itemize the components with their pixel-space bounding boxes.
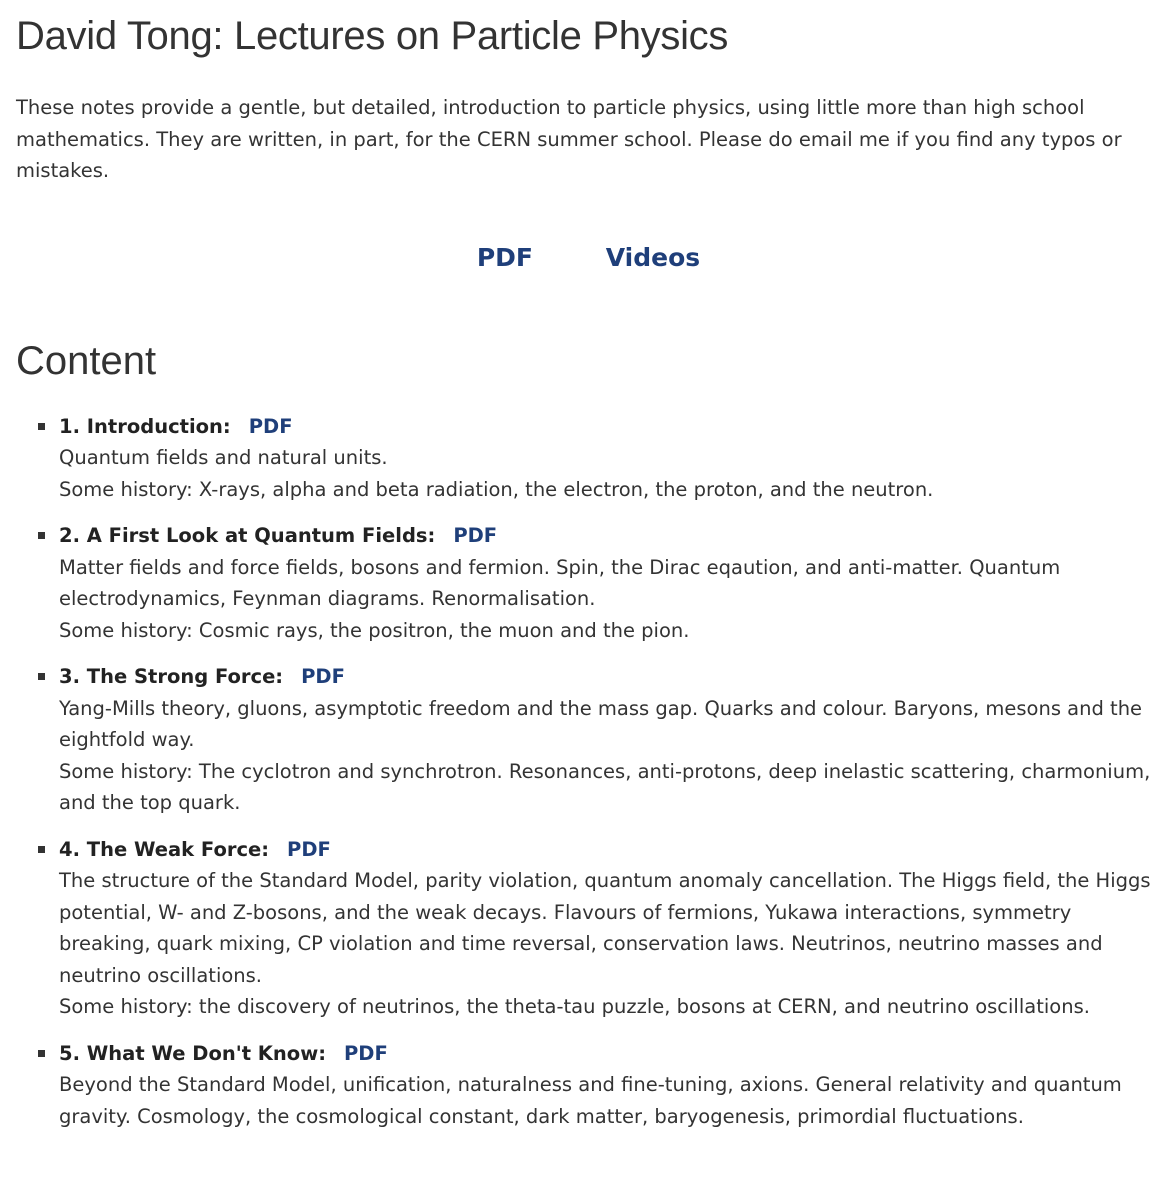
chapter-pdf-link[interactable]: PDF xyxy=(248,414,293,438)
chapter-description: Yang-Mills theory, gluons, asymptotic freedom and the mass gap. Quarks and colour. Baryons, mesons and the eightfold way. xyxy=(59,696,1143,751)
chapter-item-2 xyxy=(16,520,1161,646)
videos-link[interactable]: Videos xyxy=(605,242,701,272)
chapter-history: Some history: The cyclotron and synchrotron. Resonances, anti-protons, deep inelastic scattering, charmonium, and the top quark. xyxy=(59,759,1151,814)
chapter-item-1 xyxy=(16,411,1161,506)
chapter-description: Quantum fields and natural units. xyxy=(59,446,388,469)
chapter-pdf-link[interactable]: PDF xyxy=(301,665,345,688)
chapter-pdf-link[interactable]: PDF xyxy=(344,1041,388,1065)
chapter-pdf-link[interactable]: PDF xyxy=(287,837,331,861)
chapter-history: Some history: X-rays, alpha and beta radiation, the electron, the proton, and the neutron. xyxy=(59,477,934,501)
pdf-link[interactable]: PDF xyxy=(476,242,534,272)
intro-paragraph: These notes provide a gentle, but detailed, introduction to particle physics, using little more than high school mathematics. They are written, in part, for the CERN summer school. Please do email me if you find any typos or mistakes. xyxy=(16,96,1122,182)
chapter-title: 3. The Strong Force: xyxy=(59,665,284,688)
chapter-description: The structure of the Standard Model, parity violation, quantum anomaly cancellation. The Higgs field, the Higgs potential, W- and Z-bosons, and the weak decays. Flavours of fermions, Yukawa interactions, symmetry breaking, quark mixing, CP violation and time reversal, conservation laws. Neutrinos, neutrino masses and neutrino oscillations. xyxy=(59,869,1151,987)
chapter-description: Matter fields and force fields, bosons and fermion. Spin, the Dirac eqaution, and anti-matter. Quantum electrodynamics, Feynman diagrams. Renormalisation. xyxy=(59,555,1061,610)
content-heading: Content xyxy=(16,338,157,383)
bullet-icon xyxy=(38,532,45,539)
chapter-title: 4. The Weak Force: xyxy=(59,837,270,861)
main-links xyxy=(16,240,1161,276)
chapter-item-4 xyxy=(16,834,1161,1023)
chapter-description: Beyond the Standard Model, unification, naturalness and fine-tuning, axions. General relativity and quantum gravity. Cosmology, the cosmological constant, dark matter, baryogenesis, primordial fluctuations. xyxy=(59,1073,1122,1128)
page-content xyxy=(16,10,1161,1147)
chapter-item-5 xyxy=(16,1038,1161,1133)
bullet-icon xyxy=(38,1050,45,1057)
chapter-title: 2. A First Look at Quantum Fields: xyxy=(59,524,436,547)
chapter-title: 5. What We Don't Know: xyxy=(59,1041,327,1065)
chapter-title: 1. Introduction: xyxy=(59,414,231,438)
chapter-history: Some history: Cosmic rays, the positron, the muon and the pion. xyxy=(59,618,690,642)
chapter-list xyxy=(16,411,1161,1133)
chapter-history: Some history: the discovery of neutrinos, the theta-tau puzzle, bosons at CERN, and neutrino oscillations. xyxy=(59,995,1090,1018)
page-title: David Tong: Lectures on Particle Physics xyxy=(16,14,729,58)
bullet-icon xyxy=(38,673,45,680)
bullet-icon xyxy=(38,423,45,430)
chapter-item-3 xyxy=(16,661,1161,819)
bullet-icon xyxy=(38,846,45,853)
chapter-pdf-link[interactable]: PDF xyxy=(453,524,498,547)
